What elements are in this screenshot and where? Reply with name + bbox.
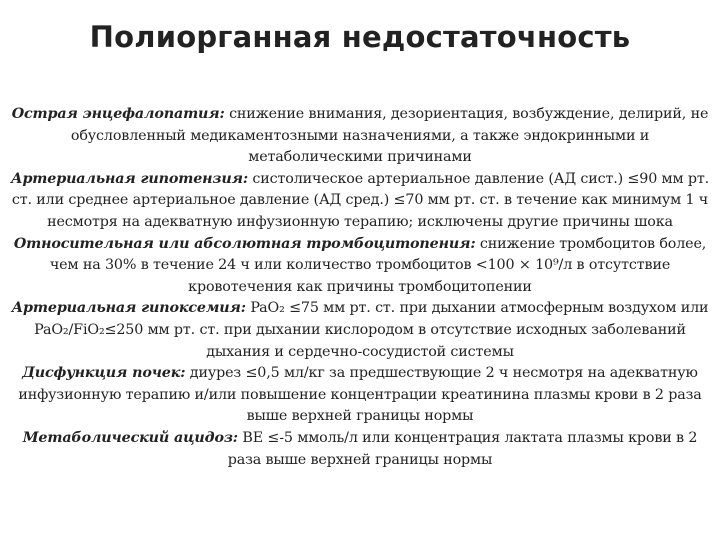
criterion-term: Артериальная гипотензия: [10,170,248,187]
criteria-list [4,104,716,471]
criterion-metabolic-acidosis [4,428,716,471]
criterion-term: Дисфункция почек: [22,365,186,382]
page-title: Полиорганная недостаточность [89,20,631,54]
criterion-hypoxemia [4,298,716,363]
criterion-text: снижение тромбоцитов более, чем на 30% в течение 24 ч или количество тромбоцитов <100 × 10⁹/л в отсутствие кровотечения как причины тромбоцитопении [49,235,707,295]
criterion-encephalopathy [4,104,716,169]
criterion-hypotension [4,169,716,234]
criterion-text: BE ≤-5 ммоль/л или концентрация лактата плазмы крови в 2 раза выше верхней границы нормы [227,429,698,468]
criterion-term: Острая энцефалопатия: [11,106,225,122]
criterion-renal-dysfunction [4,363,716,428]
criterion-text: систолическое артериальное давление (АД сист.) ≤90 мм рт. ст. или среднее артериальное давление (АД сред.) ≤70 мм рт. ст. в течение как минимум 1 ч несмотря на адекватную инфузионную терапию; исключены другие причины шока [11,170,710,230]
criterion-term: Артериальная гипоксемия: [11,300,246,317]
criterion-text: диурез ≤0,5 мл/кг за предшествующие 2 ч несмотря на адекватную инфузионную терапию и/или повышение концентрации креатинина плазмы крови в 2 раза выше верхней границы нормы [18,365,702,425]
criterion-thrombocytopenia [4,234,716,299]
criterion-term: Относительная или абсолютная тромбоцитопения: [13,235,476,252]
criterion-term: Метаболический ацидоз: [22,429,238,446]
criterion-text: снижение внимания, дезориентация, возбуждение, делирий, не обусловленный медикаментозными назначениями, а также эндокринными и метаболическими причинами [70,106,709,166]
criterion-text: PaO₂ ≤75 мм рт. ст. при дыхании атмосферным воздухом или PaO₂/FiO₂≤250 мм рт. ст. при дыхании кислородом в отсутствие исходных заболеваний дыхания и сердечно-сосудистой системы [34,300,709,360]
